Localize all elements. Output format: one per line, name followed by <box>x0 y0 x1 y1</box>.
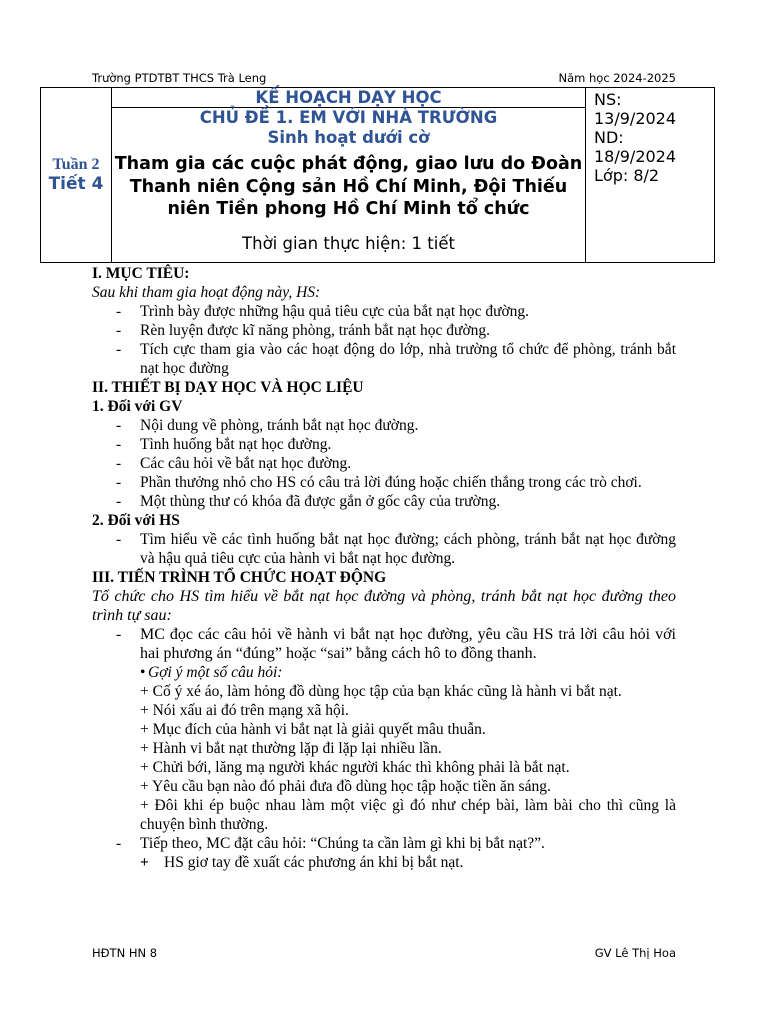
question-item: + Yêu cầu bạn nào đó phải đưa đồ dùng học tập hoặc tiền ăn sáng. <box>140 778 551 795</box>
list-item: - Phần thưởng nhỏ cho HS có câu trả lời đúng hoặc chiến thắng trong các trò chơi. <box>92 473 676 492</box>
section3-heading: III. TIẾN TRÌNH TỔ CHỨC HOẠT ĐỘNG <box>92 569 387 586</box>
hs-heading: 2. Đối với HS <box>92 512 180 529</box>
school-year: Năm học 2024-2025 <box>558 71 676 85</box>
week-cell <box>41 88 112 263</box>
ns-label: NS: <box>594 90 622 109</box>
question-item: + Hành vi bắt nạt thường lặp đi lặp lại nhiều lần. <box>140 740 442 757</box>
section3-intro: Tổ chức cho HS tìm hiểu về bắt nạt học đường và phòng, tránh bắt nạt học đường theo trình tự sau: <box>92 588 676 624</box>
class-label: Lớp: 8/2 <box>594 166 660 185</box>
ns-date: 13/9/2024 <box>594 109 677 128</box>
plan-title: KẾ HOẠCH DẠY HỌC <box>255 88 442 107</box>
question-item: + Đôi khi ép buộc nhau làm một việc gì đó như chép bài, làm bài cho thì cũng là chuyện bình thường. <box>140 797 676 833</box>
footer-teacher: GV Lê Thị Hoa <box>594 946 676 960</box>
title-cell <box>112 88 586 263</box>
gv-heading: 1. Đối với GV <box>92 398 183 415</box>
theme-title: CHỦ ĐỀ 1. EM VỚI NHÀ TRƯỜNG <box>199 108 498 127</box>
list-item: - MC đọc các câu hỏi về hành vi bắt nạt học đường, yêu cầu HS trả lời câu hỏi với hai phương án “đúng” hoặc “sai” bằng cách hô to đồng thanh. <box>92 625 676 663</box>
hint-label: • Gợi ý một số câu hỏi: <box>92 663 676 682</box>
document-body <box>92 264 676 872</box>
list-item: - Một thùng thư có khóa đã được gắn ở gốc cây của trường. <box>92 492 676 511</box>
list-item: - Rèn luyện được kĩ năng phòng, tránh bắt nạt học đường. <box>92 321 676 340</box>
topic-title: Tham gia các cuộc phát động, giao lưu do Đoàn Thanh niên Cộng sản Hồ Chí Minh, Đội Thiếu niên Tiền phong Hồ Chí Minh tổ chức <box>114 154 583 219</box>
school-name: Trường PTDTBT THCS Trà Leng <box>92 71 267 85</box>
nd-label: ND: <box>594 128 624 147</box>
duration-text: Thời gian thực hiện: 1 tiết <box>242 233 455 253</box>
list-item: - Tiếp theo, MC đặt câu hỏi: “Chúng ta cần làm gì khi bị bắt nạt?”. <box>92 834 676 853</box>
activity-title: Sinh hoạt dưới cờ <box>267 128 430 147</box>
footer-subject: HĐTN HN 8 <box>92 946 158 960</box>
list-item: - Trình bày được những hậu quả tiêu cực của bắt nạt học đường. <box>92 302 676 321</box>
question-item: + Nói xấu ai đó trên mạng xã hội. <box>140 702 349 719</box>
page-footer <box>92 946 676 960</box>
lesson-info-table <box>40 87 715 263</box>
week-label: Tuần 2 <box>52 156 100 173</box>
section2-heading: II. THIẾT BỊ DẠY HỌC VÀ HỌC LIỆU <box>92 379 364 396</box>
sub-item: + HS giơ tay đề xuất các phương án khi bị bắt nạt. <box>92 853 676 872</box>
nd-date: 18/9/2024 <box>594 147 677 166</box>
list-item: - Tích cực tham gia vào các hoạt động do lớp, nhà trường tổ chức để phòng, tránh bắt nạt học đường <box>92 340 676 378</box>
question-item: + Chửi bới, lăng mạ người khác người khác thì không phải là bắt nạt. <box>140 759 570 776</box>
list-item: - Các câu hỏi về bắt nạt học đường. <box>92 454 676 473</box>
section1-heading: I. MỤC TIÊU: <box>92 265 190 282</box>
dates-cell <box>586 88 715 263</box>
question-item: + Mục đích của hành vi bắt nạt là giải quyết mâu thuẫn. <box>140 721 486 738</box>
page-header <box>92 71 676 85</box>
section1-intro: Sau khi tham gia hoạt động này, HS: <box>92 284 321 301</box>
lesson-label: Tiết 4 <box>48 174 104 194</box>
list-item: - Tình huống bắt nạt học đường. <box>92 435 676 454</box>
question-item: + Cố ý xé áo, làm hỏng đồ dùng học tập của bạn khác cũng là hành vi bắt nạt. <box>140 683 622 700</box>
list-item: - Nội dung về phòng, tránh bắt nạt học đường. <box>92 416 676 435</box>
list-item: - Tìm hiểu về các tình huống bắt nạt học đường; cách phòng, tránh bắt nạt học đường và hậu quả tiêu cực của hành vi bắt nạt học đường. <box>92 530 676 568</box>
